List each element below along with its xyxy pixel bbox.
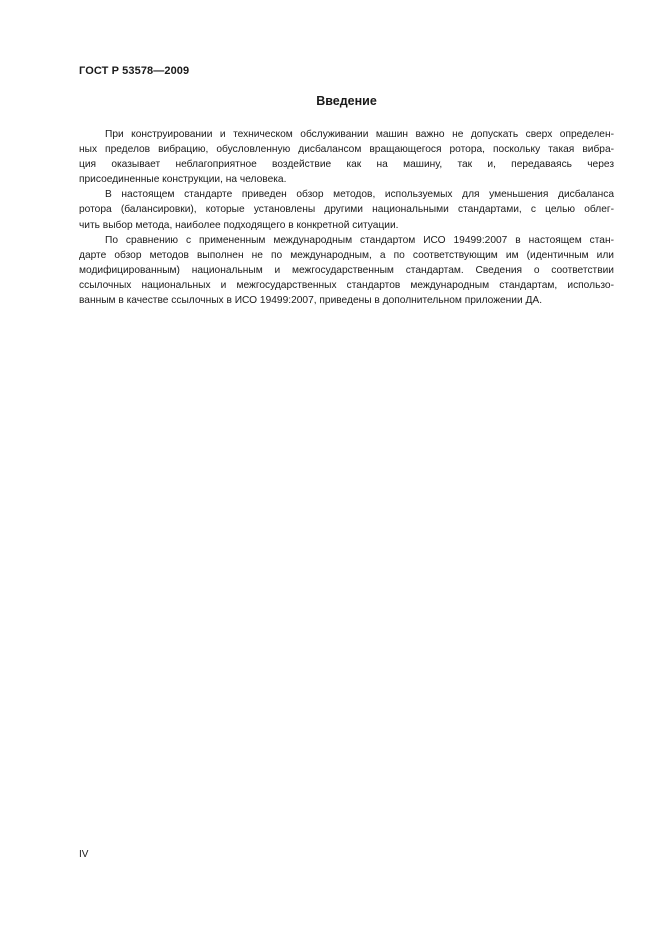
- paragraph-1: [79, 127, 614, 187]
- text-line: ссылочных национальных и межгосударственных стандартов международным стандартам, использо-: [79, 279, 614, 291]
- document-code: ГОСТ Р 53578—2009: [79, 65, 190, 77]
- introduction-body: [79, 127, 614, 308]
- text-line: чить выбор метода, наиболее подходящего в конкретной ситуации.: [79, 219, 399, 231]
- text-line: При конструировании и техническом обслуживании машин важно не допускать сверх определен-: [105, 129, 614, 140]
- section-title: Введение: [316, 94, 377, 108]
- page-number: IV: [79, 849, 89, 860]
- text-line: ванным в качестве ссылочных в ИСО 19499:2007, приведены в дополнительном приложении ДА.: [79, 295, 543, 307]
- text-line: модифицированным) национальным и межгосударственным стандартам. Сведения о соответствии: [79, 264, 614, 276]
- paragraph-3: [79, 233, 614, 308]
- text-line: ных пределов вибрацию, обусловленную дисбалансом вращающегося ротора, поскольку такая вибра-: [79, 144, 614, 156]
- paragraph-2: [79, 187, 614, 232]
- text-line: дарте обзор методов выполнен не по международным, а по соответствующим им (идентичным или: [79, 249, 614, 261]
- text-line: По сравнению с примененным международным стандартом ИСО 19499:2007 в настоящем стан-: [105, 234, 614, 246]
- text-line: ротора (балансировки), которые установлены другими национальными стандартами, с целью облег-: [79, 204, 614, 216]
- text-line: В настоящем стандарте приведен обзор методов, используемых для уменьшения дисбаланса: [105, 189, 614, 201]
- text-line: ция оказывает неблагоприятное воздействие как на машину, так и, передаваясь через: [79, 159, 614, 171]
- text-line: присоединенные конструкции, на человека.: [79, 174, 287, 186]
